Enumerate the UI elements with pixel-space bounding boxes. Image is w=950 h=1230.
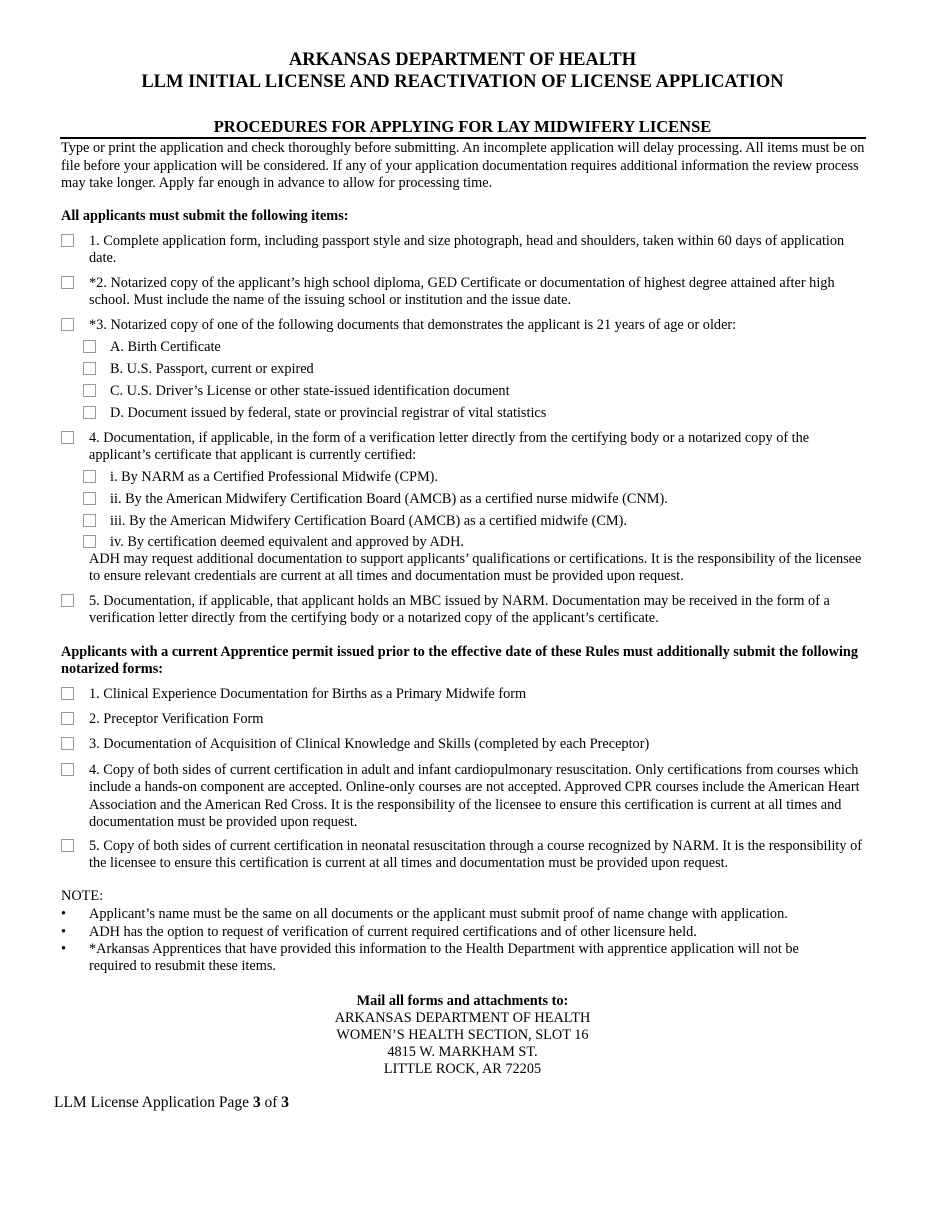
checklist-subitem-text: A. Birth Certificate <box>110 339 221 355</box>
checkbox[interactable] <box>83 514 96 527</box>
mailing-line: 4815 W. MARKHAM ST. <box>387 1044 538 1060</box>
checkbox[interactable] <box>83 340 96 353</box>
department-title: ARKANSAS DEPARTMENT OF HEALTH <box>288 50 637 70</box>
checklist-item-text: *2. Notarized copy of the applicant’s high school diploma, GED Certificate or documentation of highest degree attained after high school. Must include the name of the issuing school or institution and the issue date. <box>89 275 835 309</box>
checklist-subitem-text: iv. By certification deemed equivalent and approved by ADH. <box>110 534 465 550</box>
intro-paragraph: Type or print the application and check thoroughly before submitting. An incomplete application will delay processing. All items must be on file before your application will be considered. If any of your application documentation requires additional information the review process may take longer. Apply far enough in advance to allow for processing time. <box>61 140 865 191</box>
checkbox[interactable] <box>83 362 96 375</box>
bullet-point: • <box>61 906 67 922</box>
checkbox[interactable] <box>83 384 96 397</box>
checkbox[interactable] <box>61 687 74 700</box>
checkbox[interactable] <box>83 492 96 505</box>
checklist-item-text: 4. Copy of both sides of current certification in adult and infant cardiopulmonary resuscitation. Only certifications from courses which include a hands-on component are accepted. Online-only courses are not accepted. Approved CPR courses include the American Heart Association and the American Red Cross. It is the responsibility of the licensee to ensure this certification is current at all times and documentation must be provided upon request. <box>89 762 860 831</box>
mailing-heading: Mail all forms and attachments to: <box>356 993 569 1009</box>
item4-note-text: ADH may request additional documentation to support applicants’ qualifications or certifications. It is the responsibility of the licensee to ensure relevant credentials are current at all times and documentation must be provided upon request. <box>89 551 862 585</box>
apprentice-heading: Applicants with a current Apprentice permit issued prior to the effective date of these Rules must additionally submit the following notarized forms: <box>61 644 859 677</box>
checklist-subitem-text: iii. By the American Midwifery Certification Board (AMCB) as a certified midwife (CM). <box>110 513 627 529</box>
checkbox[interactable] <box>61 712 74 725</box>
checkbox[interactable] <box>83 470 96 483</box>
bullet-point: • <box>61 924 67 940</box>
page-number: 3 <box>252 1094 261 1111</box>
note-label: NOTE: <box>61 888 104 904</box>
checklist-subitem-text: D. Document issued by federal, state or provincial registrar of vital statistics <box>110 405 547 421</box>
checkbox[interactable] <box>61 763 74 776</box>
checklist-subitem-text: C. U.S. Driver’s License or other state-issued identification document <box>110 383 510 399</box>
note-text: Applicant’s name must be the same on all documents or the applicant must submit proof of name change with application. <box>89 906 788 922</box>
checkbox[interactable] <box>61 839 74 852</box>
checklist-item-text: 2. Preceptor Verification Form <box>89 711 264 727</box>
checklist-item-text: 1. Clinical Experience Documentation for Births as a Primary Midwife form <box>89 686 527 702</box>
checkbox[interactable] <box>61 276 74 289</box>
checkbox[interactable] <box>83 535 96 548</box>
checkbox[interactable] <box>61 594 74 607</box>
checkbox[interactable] <box>83 406 96 419</box>
footer-label: LLM License Application Page <box>54 1094 253 1111</box>
footer-of: of <box>260 1094 282 1111</box>
mailing-line: LITTLE ROCK, AR 72205 <box>383 1061 542 1077</box>
mailing-line: WOMEN’S HEALTH SECTION, SLOT 16 <box>336 1027 589 1043</box>
page-footer <box>54 1094 289 1112</box>
checkbox[interactable] <box>61 431 74 444</box>
page-total: 3 <box>281 1094 290 1111</box>
checklist-item-text: 5. Copy of both sides of current certification in neonatal resuscitation through a course recognized by NARM. It is the responsibility of the licensee to ensure this certification is current at all times and documentation must be provided upon request. <box>89 838 863 872</box>
checklist-subitem-text: B. U.S. Passport, current or expired <box>110 361 314 377</box>
checklist-item-text: 5. Documentation, if applicable, that applicant holds an MBC issued by NARM. Documentation may be received in the form of a verification letter directly from the certifying body or a notarized copy of the applicant’s certificate. <box>89 593 830 627</box>
checklist-subitem-text: ii. By the American Midwifery Certification Board (AMCB) as a certified nurse midwife (CNM). <box>110 491 668 507</box>
checklist-item-text: 4. Documentation, if applicable, in the form of a verification letter directly from the certifying body or a notarized copy of the applicant’s certificate that applicant is currently certified: <box>89 430 810 464</box>
checklist-item-text: 3. Documentation of Acquisition of Clinical Knowledge and Skills (completed by each Preceptor) <box>89 736 650 752</box>
procedures-heading: PROCEDURES FOR APPLYING FOR LAY MIDWIFERY LICENSE <box>213 117 712 136</box>
note-text: ADH has the option to request of verification of current required certifications and of other licensure held. <box>89 924 697 940</box>
bullet-point: • <box>61 941 67 957</box>
checkbox[interactable] <box>61 318 74 331</box>
checklist-subitem-text: i. By NARM as a Certified Professional Midwife (CPM). <box>110 469 439 485</box>
heading-divider <box>60 137 866 139</box>
mailing-line: ARKANSAS DEPARTMENT OF HEALTH <box>334 1010 591 1026</box>
checkbox[interactable] <box>61 737 74 750</box>
note-text: *Arkansas Apprentices that have provided this information to the Health Department with apprentice application will not be required to resubmit these items. <box>89 941 799 975</box>
checklist-item-text: *3. Notarized copy of one of the following documents that demonstrates the applicant is 21 years of age or older: <box>89 317 737 333</box>
application-title: LLM INITIAL LICENSE AND REACTIVATION OF LICENSE APPLICATION <box>141 72 784 92</box>
checkbox[interactable] <box>61 234 74 247</box>
checklist-item-text: 1. Complete application form, including passport style and size photograph, head and shoulders, taken within 60 days of application date. <box>89 233 845 267</box>
all-applicants-heading: All applicants must submit the following items: <box>61 208 349 224</box>
